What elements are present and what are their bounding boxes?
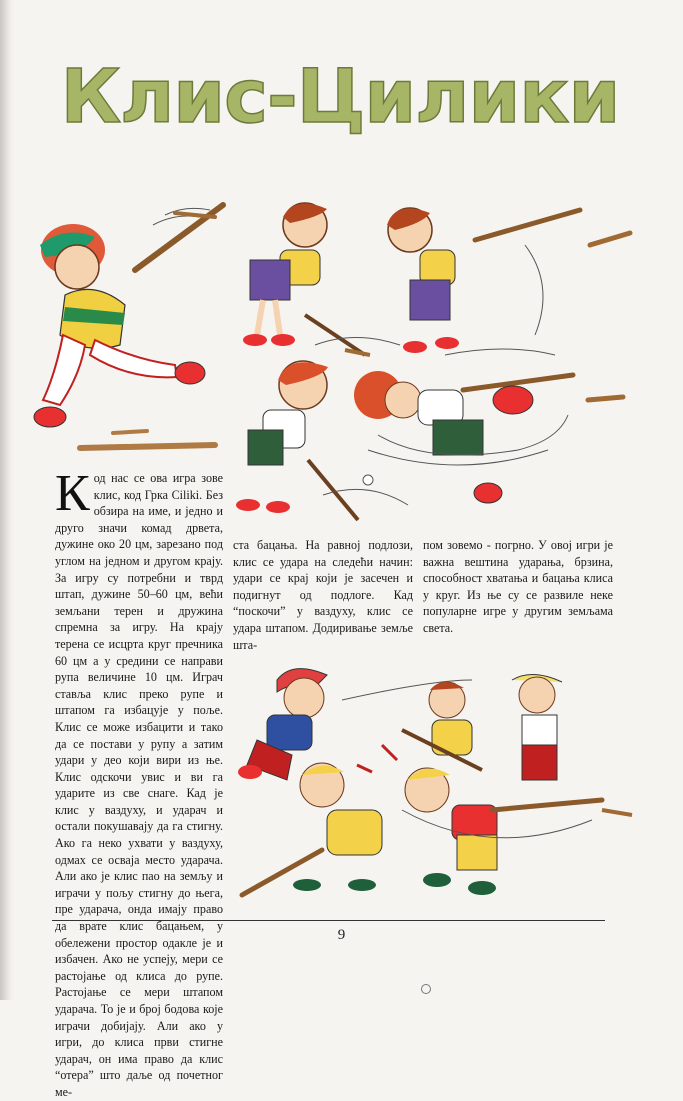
drop-cap: К [55, 465, 90, 522]
illustration-children-playing [232, 660, 642, 910]
illustration-boys-striking [235, 195, 635, 375]
text-column-1-body: од нас се ова игра зове клис, код Грка Ciliki. Без обзира на име, и једно и друго значи комад дрвета, дужине око 20 цм, зарезано под углом на једном и другом крају. За игру су потребни и тврд штап, дужине 50–60 цм, већи земљани терен и дружина спремна за игру. На крају терена се исцрта круг пречника 60 цм а у средини се направи рупа величине 10 цм. Играч ставља клис преко рупе и штапом га избацује у поље. Клис се може избацити и тако да се постави у рупу а затим удари у део који вири из ње. Клис одскочи увис и ви га ударите из све снаге. Кад је клис у ваздуху, и ударач и остали покушавају да га стигну. Ако га неко ухвати у ваздуху, одмах се осваја место ударача. Али ако је клис пао на земљу и играчи у пољу стигну до њега, пре ударача, онда имају право да врате клис бацањем, у обележени простор одакле је и избачен. Ако не успеју, мери се растојање од клиса до рупе. Растојање се мери штапом ударача. То је и број бодова које играчи добијају. Али ако у игри, до клиса први стигне ударач, он има право да клис “отера” што даље од почетног ме- [55, 471, 223, 1099]
illustration-boys-hitting [228, 355, 638, 525]
book-spine-shadow [0, 0, 14, 1000]
page-dot-mark [421, 984, 431, 994]
text-column-3 [423, 537, 613, 637]
footer-rule [52, 920, 605, 921]
page-title: Клис-Цилики [60, 54, 620, 140]
illustration-boy-swinging [25, 195, 230, 455]
text-column-2-body: ста бацања. На равној подлози, клис се удара на следећи начин: удари се крај који је засечен и подигнут од подлоге. Кад “поскочи” у ваздуху, клис се удара штапом. Додиривање земље шта- [233, 538, 413, 652]
page-number: 9 [337, 927, 346, 943]
text-column-3-body: пом зовемо - погрно. У овој игри је важна вештина ударања, брзина, способност хватања и бацања клиса у круг. Из ње су се развиле неке популарне игре у другим земљама света. [423, 538, 613, 635]
text-column-1 [55, 465, 223, 1099]
text-column-2 [233, 537, 413, 653]
